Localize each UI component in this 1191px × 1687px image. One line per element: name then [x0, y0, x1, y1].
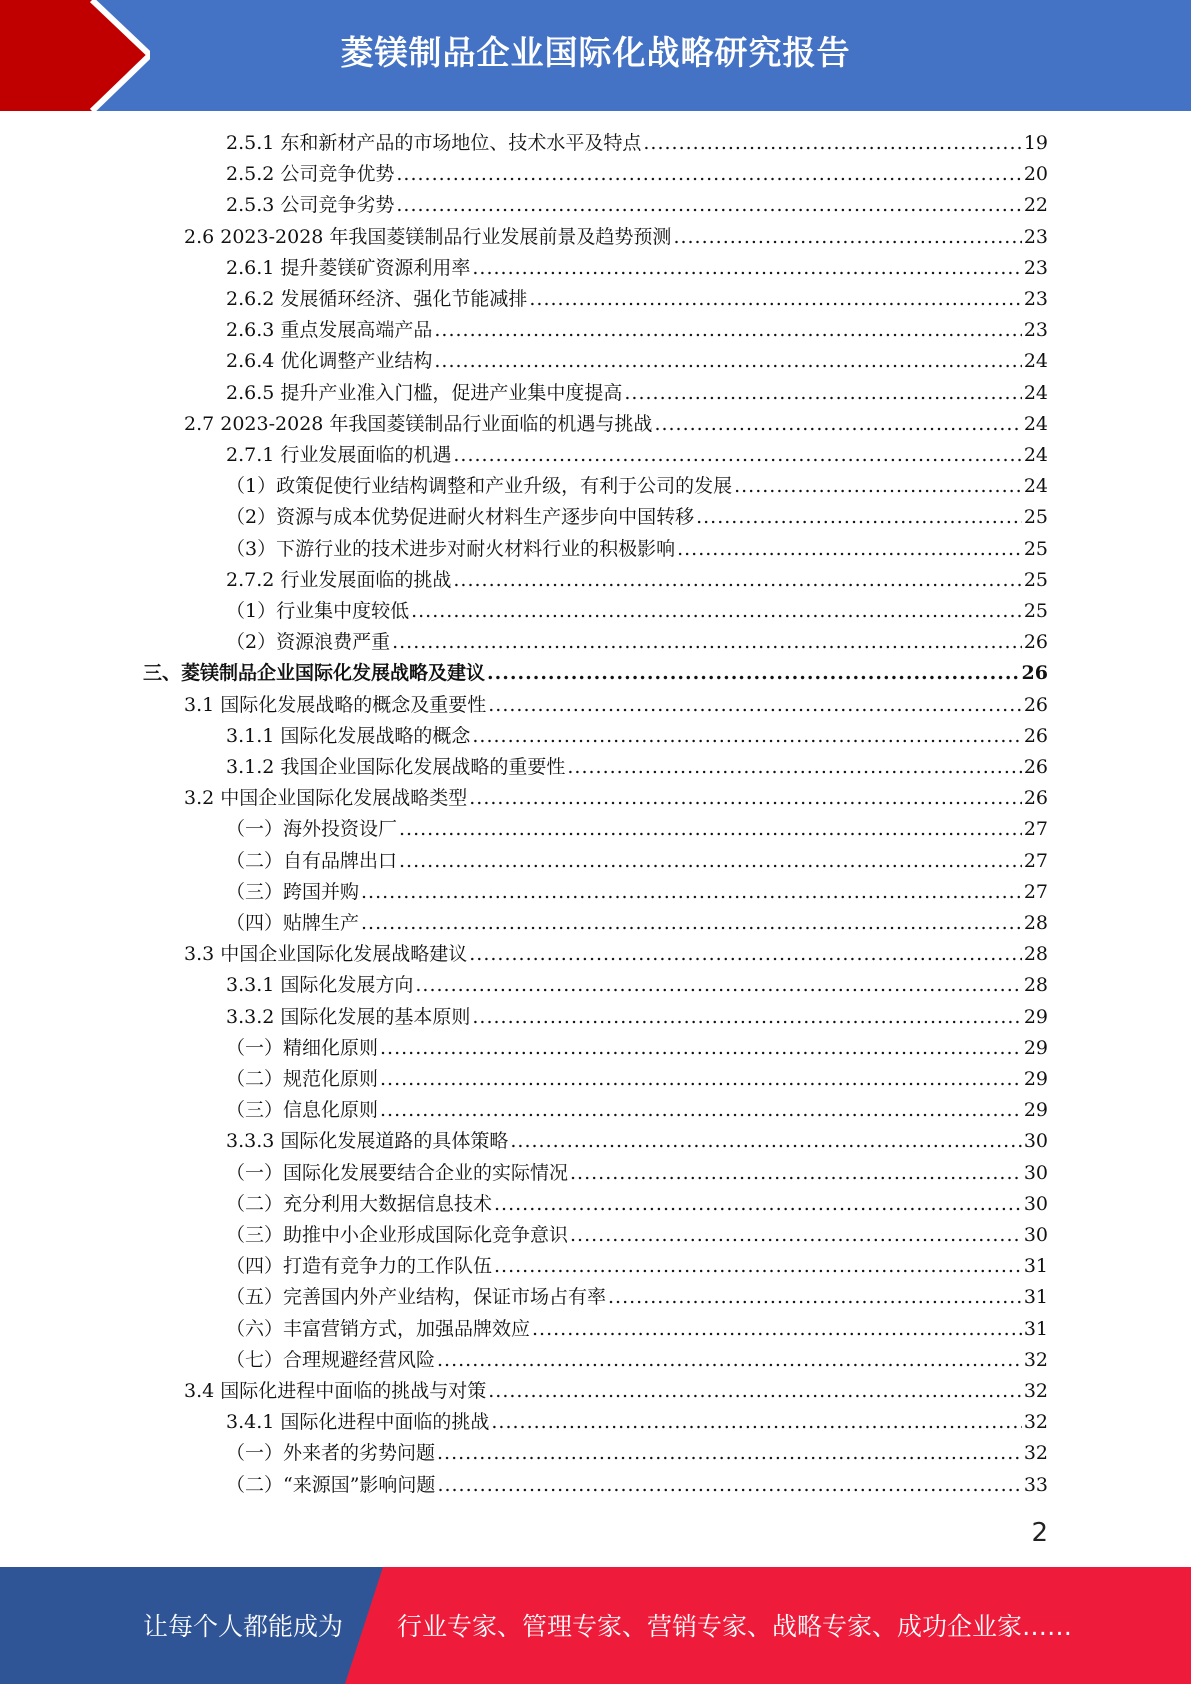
toc-entry[interactable]: [226, 908, 1048, 939]
toc-entry[interactable]: [226, 378, 1048, 409]
toc-entry[interactable]: [226, 1126, 1048, 1157]
toc-dot-leader: [415, 970, 1021, 1001]
toc-entry-page: 30: [1023, 1130, 1048, 1153]
toc-entry-page: 32: [1023, 1442, 1048, 1465]
toc-entry[interactable]: [226, 1470, 1048, 1501]
toc-entry-page: 29: [1023, 1068, 1048, 1090]
toc-dot-leader: [608, 1282, 1022, 1313]
toc-entry[interactable]: [226, 1189, 1048, 1220]
toc-entry-page: 30: [1023, 1224, 1048, 1246]
toc-entry[interactable]: [226, 970, 1048, 1001]
toc-entry[interactable]: [226, 128, 1048, 159]
toc-entry-label: （一）国际化发展要结合企业的实际情况: [226, 1161, 569, 1184]
toc-entry[interactable]: [226, 596, 1048, 627]
toc-entry-label: 3.1.1 国际化发展战略的概念: [226, 724, 471, 747]
page-number: 2: [1031, 1518, 1048, 1548]
toc-entry[interactable]: [226, 534, 1048, 565]
toc-entry[interactable]: [226, 846, 1048, 877]
toc-entry[interactable]: [226, 1407, 1048, 1438]
toc-dot-leader: [361, 877, 1022, 908]
toc-entry[interactable]: [226, 253, 1048, 284]
toc-entry-page: 32: [1023, 1411, 1048, 1434]
toc-dot-leader: [437, 1345, 1022, 1376]
toc-dot-leader: [494, 1251, 1022, 1282]
toc-entry-label: 2.6.2 发展循环经济、强化节能减排: [226, 288, 528, 310]
toc-entry-label: 3.3.2 国际化发展的基本原则: [226, 1005, 471, 1028]
toc-entry-page: 22: [1023, 194, 1048, 217]
toc-dot-leader: [488, 690, 1022, 721]
toc-entry-label: 3.3.3 国际化发展道路的具体策略: [226, 1130, 509, 1153]
toc-entry-page: 28: [1023, 943, 1048, 966]
toc-dot-leader: [469, 783, 1022, 814]
toc-entry-label: （一）外来者的劣势问题: [226, 1442, 436, 1465]
toc-dot-leader: [570, 1158, 1022, 1189]
toc-entry-page: 27: [1023, 880, 1048, 903]
toc-dot-leader: [472, 721, 1021, 752]
toc-entry-label: （三）信息化原则: [226, 1099, 379, 1122]
toc-entry[interactable]: [226, 1251, 1048, 1282]
toc-entry-label: 2.6.1 提升菱镁矿资源利用率: [226, 256, 471, 279]
toc-dot-leader: [399, 814, 1022, 845]
toc-dot-leader: [673, 222, 1021, 253]
toc-entry[interactable]: [226, 159, 1048, 190]
toc-entry-label: 3.4.1 国际化进程中面临的挑战: [226, 1411, 490, 1434]
toc-entry[interactable]: [226, 565, 1048, 596]
toc-entry-label: （2）资源与成本优势促进耐火材料生产逐步向中国转移: [226, 506, 695, 529]
toc-entry-label: 2.6 2023-2028 年我国菱镁制品行业发展前景及趋势预测: [184, 225, 672, 248]
page-header: [0, 0, 1191, 111]
toc-entry-label: （二）规范化原则: [226, 1068, 379, 1090]
toc-entry[interactable]: [226, 814, 1048, 845]
toc-entry-label: 2.7.1 行业发展面临的机遇: [226, 444, 452, 466]
toc-entry[interactable]: [226, 627, 1048, 658]
toc-dot-leader: [469, 939, 1022, 970]
toc-entry[interactable]: [226, 1095, 1048, 1126]
toc-entry-label: （七）合理规避经营风险: [226, 1348, 436, 1371]
toc-entry-page: 25: [1023, 537, 1048, 560]
toc-dot-leader: [567, 752, 1021, 783]
toc-dot-leader: [399, 846, 1022, 877]
toc-entry-label: （二）充分利用大数据信息技术: [226, 1192, 493, 1215]
toc-dot-leader: [434, 315, 1021, 346]
toc-entry[interactable]: [143, 658, 1048, 689]
toc-dot-leader: [392, 627, 1022, 658]
toc-entry-page: 26: [1023, 724, 1048, 747]
toc-entry[interactable]: [184, 783, 1048, 814]
toc-entry-page: 26: [1023, 693, 1048, 716]
toc-entry-label: （1）政策促使行业结构调整和产业升级，有利于公司的发展: [226, 475, 733, 498]
footer-slogan-right: 行业专家、管理专家、营销专家、战略专家、成功企业家……: [397, 1612, 1073, 1641]
toc-entry-page: 25: [1023, 506, 1048, 529]
toc-entry[interactable]: [184, 409, 1048, 440]
toc-entry-label: 2.6.4 优化调整产业结构: [226, 350, 433, 373]
toc-entry-label: （3）下游行业的技术进步对耐火材料行业的积极影响: [226, 537, 676, 560]
toc-dot-leader: [361, 908, 1022, 939]
toc-dot-leader: [488, 1376, 1022, 1407]
toc-entry-label: 3.3.1 国际化发展方向: [226, 974, 414, 997]
toc-entry-page: 23: [1023, 256, 1048, 279]
toc-entry[interactable]: [226, 315, 1048, 346]
toc-entry-page: 29: [1023, 1036, 1048, 1059]
footer-slogan-left: 让每个人都能成为: [143, 1612, 344, 1641]
toc-entry-page: 24: [1023, 412, 1048, 435]
toc-entry-label: 2.5.2 公司竞争优势: [226, 163, 395, 186]
toc-entry-page: 30: [1023, 1192, 1048, 1215]
toc-entry-page: 19: [1023, 132, 1048, 154]
toc-entry-page: 27: [1023, 849, 1048, 872]
toc-entry-label: （二）自有品牌出口: [226, 849, 398, 872]
toc-entry[interactable]: [226, 346, 1048, 377]
toc-dot-leader: [434, 346, 1021, 377]
toc-entry[interactable]: [226, 502, 1048, 533]
toc-entry-page: 24: [1023, 475, 1048, 498]
toc-entry-label: （四）打造有竞争力的工作队伍: [226, 1255, 493, 1278]
toc-entry-label: （三）助推中小企业形成国际化竞争意识: [226, 1224, 569, 1246]
toc-entry[interactable]: [226, 721, 1048, 752]
toc-entry-label: （三）跨国并购: [226, 880, 360, 903]
toc-entry[interactable]: [226, 1033, 1048, 1064]
toc-entry-label: （一）海外投资设厂: [226, 818, 398, 841]
toc-entry-label: 2.5.3 公司竞争劣势: [226, 194, 395, 217]
toc-entry-page: 23: [1023, 319, 1048, 342]
toc-dot-leader: [437, 1438, 1022, 1469]
toc-entry-label: 3.4 国际化进程中面临的挑战与对策: [184, 1380, 487, 1402]
toc-dot-leader: [411, 596, 1022, 627]
toc-dot-leader: [491, 1407, 1021, 1438]
toc-dot-leader: [380, 1033, 1022, 1064]
toc-entry[interactable]: [226, 190, 1048, 221]
toc-entry-page: 31: [1023, 1255, 1048, 1278]
toc-entry-label: （六）丰富营销方式，加强品牌效应: [226, 1317, 531, 1340]
page-footer: [0, 1567, 1191, 1684]
toc-entry-page: 26: [1023, 631, 1048, 654]
toc-entry-page: 32: [1023, 1348, 1048, 1371]
toc-entry-page: 32: [1023, 1380, 1048, 1402]
toc-entry[interactable]: [226, 1282, 1048, 1313]
toc-entry-label: 3.1.2 我国企业国际化发展战略的重要性: [226, 756, 566, 778]
toc-entry[interactable]: [184, 690, 1048, 721]
toc-dot-leader: [396, 190, 1021, 221]
toc-entry-label: （2）资源浪费严重: [226, 631, 391, 654]
toc-entry[interactable]: [226, 1438, 1048, 1469]
toc-dot-leader: [532, 1314, 1022, 1345]
toc-dot-leader: [437, 1470, 1021, 1501]
toc-entry-label: 2.7 2023-2028 年我国菱镁制品行业面临的机遇与挑战: [184, 412, 653, 435]
toc-entry-label: 3.3 中国企业国际化发展战略建议: [184, 943, 468, 966]
toc-entry-label: （二）“来源国”影响问题: [226, 1473, 436, 1496]
toc-entry-label: 2.6.5 提升产业准入门槛，促进产业集中度提高: [226, 381, 623, 404]
toc-dot-leader: [654, 409, 1021, 440]
toc-entry-page: 26: [1023, 787, 1048, 810]
toc-entry[interactable]: [184, 222, 1048, 253]
toc-entry-page: 23: [1023, 288, 1048, 310]
toc-entry-label: 2.7.2 行业发展面临的挑战: [226, 568, 452, 591]
toc-dot-leader: [643, 128, 1021, 159]
toc-entry[interactable]: [226, 440, 1048, 471]
toc-dot-leader: [494, 1189, 1022, 1220]
toc-dot-leader: [453, 440, 1021, 471]
toc-entry-label: （一）精细化原则: [226, 1036, 379, 1059]
toc-dot-leader: [734, 471, 1022, 502]
toc-entry[interactable]: [226, 471, 1048, 502]
toc-entry-page: 28: [1023, 974, 1048, 997]
toc-entry-page: 29: [1023, 1099, 1048, 1122]
toc-entry-page: 33: [1023, 1473, 1048, 1496]
toc-dot-leader: [380, 1095, 1022, 1126]
toc-entry[interactable]: [226, 1064, 1048, 1095]
toc-dot-leader: [472, 1002, 1021, 1033]
toc-entry-page: 30: [1023, 1161, 1048, 1184]
toc-entry-page: 20: [1023, 163, 1048, 186]
toc-entry-page: 23: [1023, 225, 1048, 248]
toc-entry[interactable]: [226, 1220, 1048, 1251]
toc-entry-page: 24: [1023, 381, 1048, 404]
toc-dot-leader: [696, 502, 1022, 533]
toc-dot-leader: [677, 534, 1022, 565]
toc-entry[interactable]: [184, 939, 1048, 970]
toc-entry-page: 28: [1023, 912, 1048, 934]
toc-entry-label: 3.1 国际化发展战略的概念及重要性: [184, 693, 487, 716]
toc-entry-label: 2.6.3 重点发展高端产品: [226, 319, 433, 342]
toc-entry[interactable]: [226, 752, 1048, 783]
toc-entry-page: 24: [1023, 444, 1048, 466]
toc-entry-page: 25: [1023, 600, 1048, 622]
toc-dot-leader: [529, 284, 1021, 315]
toc-entry-page: 25: [1023, 568, 1048, 591]
toc-dot-leader: [453, 565, 1021, 596]
toc-entry-page: 27: [1023, 818, 1048, 841]
toc-entry-label: （五）完善国内外产业结构，保证市场占有率: [226, 1286, 607, 1309]
toc-entry-label: 2.5.1 东和新材产品的市场地位、技术水平及特点: [226, 132, 642, 154]
toc-entry[interactable]: [226, 1002, 1048, 1033]
toc-entry[interactable]: [226, 284, 1048, 315]
report-title: 菱镁制品企业国际化战略研究报告: [340, 33, 851, 72]
toc-dot-leader: [380, 1064, 1022, 1095]
toc-entry[interactable]: [184, 1376, 1048, 1407]
toc-dot-leader: [396, 159, 1021, 190]
toc-entry-label: （四）贴牌生产: [226, 912, 360, 934]
toc-entry[interactable]: [226, 1345, 1048, 1376]
toc-dot-leader: [472, 253, 1021, 284]
toc-dot-leader: [510, 1126, 1021, 1157]
toc-entry[interactable]: [226, 1314, 1048, 1345]
toc-entry-page: 24: [1023, 350, 1048, 373]
toc-entry-page: 26: [1021, 662, 1048, 685]
toc-dot-leader: [487, 658, 1020, 689]
toc-entry[interactable]: [226, 1158, 1048, 1189]
toc-entry-page: 26: [1023, 756, 1048, 778]
toc-entry-label: 3.2 中国企业国际化发展战略类型: [184, 787, 468, 810]
toc-dot-leader: [624, 378, 1021, 409]
toc-entry-page: 29: [1023, 1005, 1048, 1028]
toc-entry-label: （1）行业集中度较低: [226, 600, 410, 622]
toc-entry-page: 31: [1023, 1286, 1048, 1309]
toc-entry[interactable]: [226, 877, 1048, 908]
toc-entry-page: 31: [1023, 1317, 1048, 1340]
toc-dot-leader: [570, 1220, 1022, 1251]
toc-entry-label: 三、菱镁制品企业国际化发展战略及建议: [143, 662, 486, 685]
